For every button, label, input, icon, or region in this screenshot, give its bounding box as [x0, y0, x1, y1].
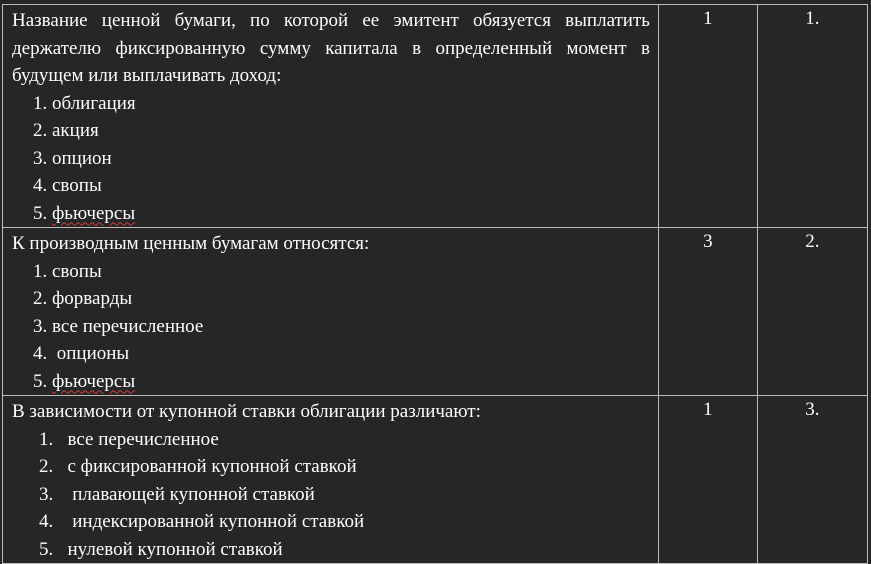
- question-number-cell: 1.: [757, 5, 867, 228]
- answer-cell: 3: [658, 228, 757, 396]
- option-number: 4.: [39, 511, 54, 532]
- option-text: облигация: [52, 92, 136, 114]
- option-number: 2.: [39, 456, 54, 477]
- question-text: Название ценной бумаги, по которой ее эмитент обязуется выплатить держателю фиксированную сумму капитала в определенный момент в будущем или выплачивать доход:: [12, 10, 650, 86]
- option-number: 4.: [33, 175, 48, 196]
- option-item: [3, 340, 658, 368]
- option-item: [3, 258, 658, 286]
- question-number-cell: 2.: [757, 228, 867, 396]
- option-item: [3, 481, 658, 509]
- option-item: [3, 117, 658, 145]
- table-row: [3, 5, 868, 228]
- option-text: свопы: [52, 175, 102, 196]
- option-text: опционы: [52, 343, 130, 364]
- test-table: [2, 4, 868, 564]
- option-number: 3.: [39, 483, 54, 505]
- table-row: [3, 396, 868, 564]
- option-number: 5.: [33, 202, 48, 224]
- option-text: нулевой купонной ставкой: [67, 538, 283, 560]
- option-number: 1.: [39, 428, 54, 450]
- answer-cell: 1: [658, 396, 757, 564]
- option-number: 2.: [33, 120, 48, 141]
- option-text-spellcheck: фьючерсы: [52, 370, 136, 392]
- option-text: форварды: [52, 288, 133, 309]
- answer-cell: 1: [658, 5, 757, 228]
- option-item: [3, 313, 658, 341]
- option-item: [3, 426, 658, 454]
- option-item: [3, 145, 658, 173]
- option-number: 4.: [33, 343, 48, 364]
- option-text: свопы: [52, 260, 102, 282]
- option-number: 2.: [33, 288, 48, 309]
- option-number: 1.: [33, 260, 48, 282]
- option-item: [3, 453, 658, 481]
- question-cell: [3, 5, 659, 228]
- option-number: 1.: [33, 92, 48, 114]
- option-item: [3, 536, 658, 564]
- option-item: [3, 90, 658, 118]
- option-item: [3, 172, 658, 200]
- option-number: 3.: [33, 147, 48, 169]
- option-item: [3, 368, 658, 396]
- options-list: [3, 90, 658, 228]
- options-list: [3, 258, 658, 396]
- question-cell: [3, 228, 659, 396]
- option-text: индексированной купонной ставкой: [67, 511, 365, 532]
- option-item: [3, 285, 658, 313]
- question-text: К производным ценным бумагам относятся:: [12, 233, 370, 254]
- question-cell: [3, 396, 659, 564]
- option-text: с фиксированной купонной ставкой: [67, 456, 357, 477]
- question-number-cell: 3.: [757, 396, 867, 564]
- question-text: В зависимости от купонной ставки облигации различают:: [12, 401, 481, 422]
- options-list: [3, 426, 658, 564]
- option-number: 5.: [39, 538, 54, 560]
- option-text: опцион: [52, 147, 112, 169]
- option-item: [3, 508, 658, 536]
- option-text: все перечисленное: [67, 428, 219, 450]
- option-text-spellcheck: фьючерсы: [52, 202, 136, 224]
- option-text: все перечисленное: [52, 315, 204, 337]
- option-text: плавающей купонной ставкой: [67, 483, 315, 505]
- option-item: [3, 200, 658, 228]
- table-row: [3, 228, 868, 396]
- option-number: 3.: [33, 315, 48, 337]
- option-text: акция: [52, 120, 99, 141]
- option-number: 5.: [33, 370, 48, 392]
